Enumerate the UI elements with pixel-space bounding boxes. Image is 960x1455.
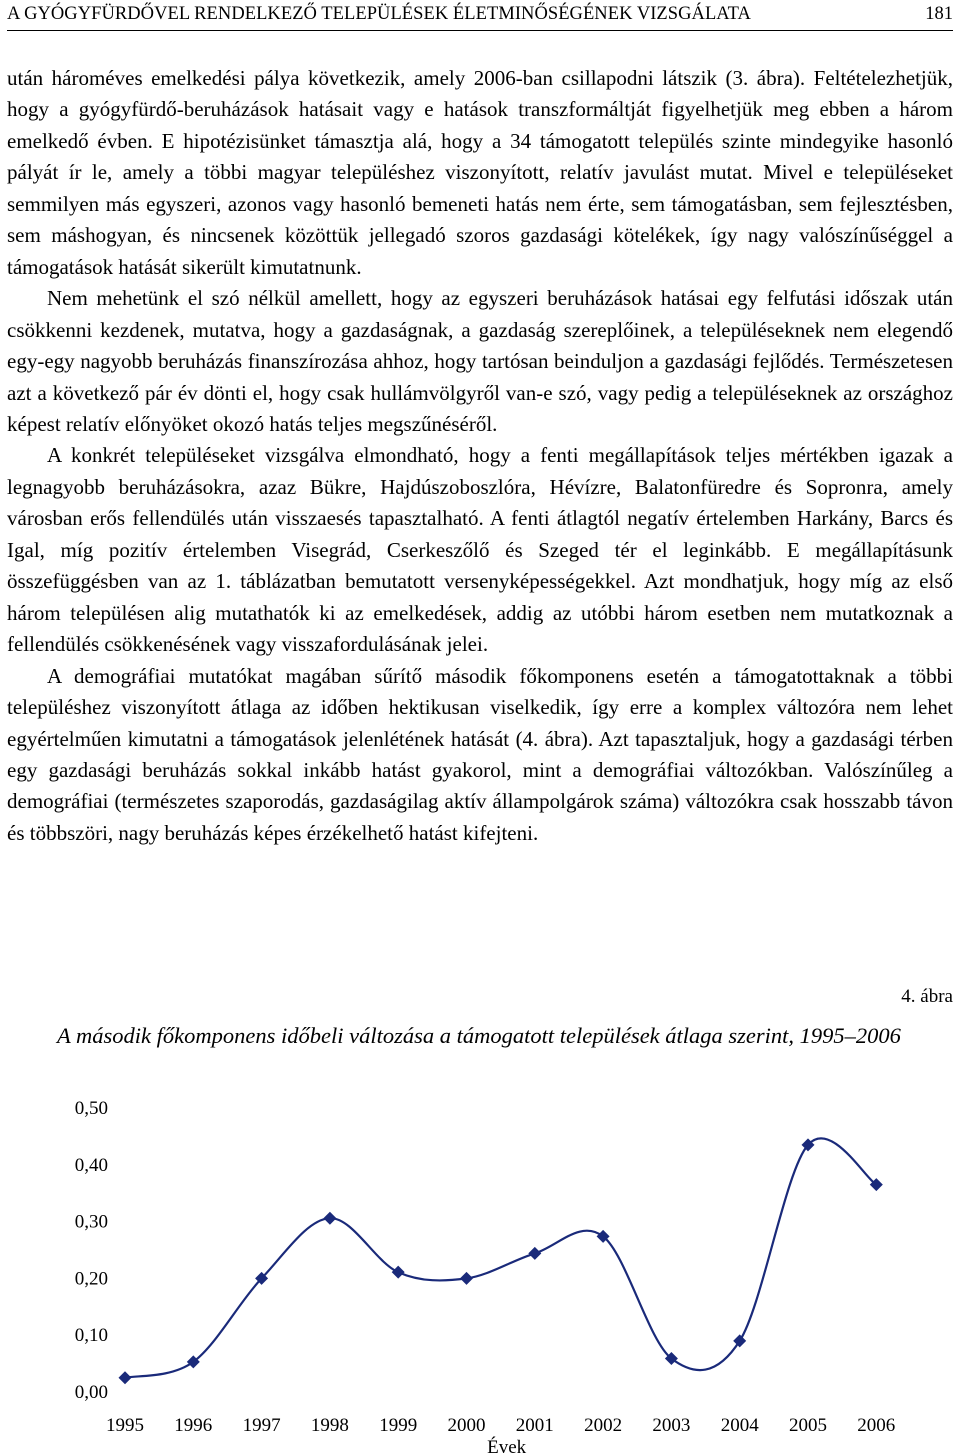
running-header <box>7 0 953 31</box>
paragraph: Nem mehetünk el szó nélkül amellett, hogy az egyszeri beruházások hatásai egy felfutási időszak után csökkenni kezdenek, mutatva, hogy a gazdaságnak, a gazdaság szereplőinek, a településeknek nem elegendő egy-egy nagyobb beruházás finanszírozása ahhoz, hogy tartósan beinduljon a gazdasági fejlődés. Természetesen azt a következő pár év dönti el, hogy csak hullámvölgyről van-e szó, vagy pedig a településeknek az országhoz képest relatív előnyöket okozó hatás teljes megszűnéséről. <box>7 286 953 436</box>
x-tick-label: 1995 <box>106 1415 144 1436</box>
paragraph: után hároméves emelkedési pálya következik, amely 2006-ban csillapodni látszik (3. ábra). Feltételezhetjük, hogy a gyógyfürdő-beruházások hatásait vagy e hatások transzformáltját figyelhetjük meg ebben a három emelkedő évben. E hipotézisünket támasztja alá, hogy a 34 támogatott település szinte mindegyike hasonló pályát ír le, amely a többi magyar településhez viszonyított, relatív javulást mutat. Mivel e településeket semmilyen más egyszeri, azonos vagy hasonló bemeneti hatás nem érte, sem támogatásban, sem fejlesztésben, sem máshogyan, és nincsenek közöttük jellegadó szoros gazdasági kötelékek, így nagy valószínűséggel a támogatások hatását sikerült kimutatnunk. <box>7 66 953 279</box>
y-tick-label: 0,10 <box>74 1325 108 1347</box>
x-axis-tick-labels <box>106 1415 895 1436</box>
data-point-marker <box>733 1334 746 1347</box>
figure-title: A második főkomponens időbeli változása a támogatott települések átlaga szerint, 1995–2006 <box>57 1023 901 1048</box>
running-header-title: A GYÓGYFÜRDŐVEL RENDELKEZŐ TELEPÜLÉSEK ÉLETMINŐSÉGÉNEK VIZSGÁLATA <box>7 4 751 24</box>
figure-label: 4. ábra <box>901 986 953 1007</box>
data-point-marker <box>528 1247 541 1260</box>
x-tick-label: 1998 <box>310 1415 349 1436</box>
y-tick-label: 0,00 <box>74 1382 108 1403</box>
paragraph: A demográfiai mutatókat magában sűrítő második főkomponens esetén a támogatottaknak a többi településhez viszonyított átlaga az időben hektikusan viselkedik, így erre a komplex változóra nem lehet egyértelműen kimutatni a támogatások jelenlétének hatását (4. ábra). Azt tapasztaljuk, hogy a gazdasági térben egy gazdasági beruházás sokkal inkább hatást gyakorol, mint a demográfiai változókban. Valószínűleg a demográfiai (természetes szaporodás, gazdaságilag aktív állampolgárok száma) változókra csak hosszabb távon és többszöri, nagy beruházás képes érzékelhető hatást kifejteni. <box>7 663 953 845</box>
x-tick-label: 2003 <box>652 1415 691 1436</box>
data-point-marker <box>460 1272 473 1285</box>
paragraph: A konkrét településeket vizsgálva elmondható, hogy a fenti megállapítások teljes mértékben igazak a legnagyobb beruházásokra, azaz Bükre, Hajdúszoboszlóra, Hévízre, Balatonfüredre és Sopronra, amely városban erős fellendülés után visszaesés tapasztalható. A fenti átlagtól negatív értelemben Harkány, Barcs és Igal, míg pozitív értelemben Visegrád, Cserkeszőlő és Szeged tér el leginkább. E megállapításunk összefüggésben van az 1. táblázatban bemutatott versenyképességekkel. Azt mondhatjuk, hogy míg az első három településen alig mutathatók ki az emelkedések, addig az utóbbi három esetben nem mutatkoznak a fellendülés csökkenésének vagy visszafordulásának jelei. <box>7 443 953 657</box>
x-tick-label: 1996 <box>174 1415 213 1436</box>
y-tick-label: 0,50 <box>74 1098 108 1119</box>
data-point-marker <box>119 1371 132 1384</box>
data-point-marker <box>323 1212 336 1225</box>
x-tick-label: 2006 <box>857 1415 896 1436</box>
x-tick-label: 2005 <box>789 1415 827 1436</box>
x-tick-label: 2004 <box>720 1415 759 1436</box>
x-axis-label: Évek <box>487 1437 527 1455</box>
page-number: 181 <box>925 4 953 24</box>
body-text <box>7 63 953 849</box>
y-tick-label: 0,20 <box>74 1268 108 1290</box>
x-tick-label: 2001 <box>515 1415 554 1436</box>
data-point-marker <box>392 1266 405 1279</box>
x-tick-label: 1999 <box>379 1415 418 1436</box>
x-tick-label: 2000 <box>447 1415 486 1436</box>
y-tick-label: 0,30 <box>74 1211 108 1233</box>
series-line <box>125 1138 876 1377</box>
y-axis-tick-labels <box>75 1098 108 1403</box>
y-tick-label: 0,40 <box>74 1154 108 1176</box>
line-chart <box>0 1080 960 1455</box>
x-tick-label: 2002 <box>584 1415 623 1436</box>
x-tick-label: 1997 <box>242 1415 281 1436</box>
